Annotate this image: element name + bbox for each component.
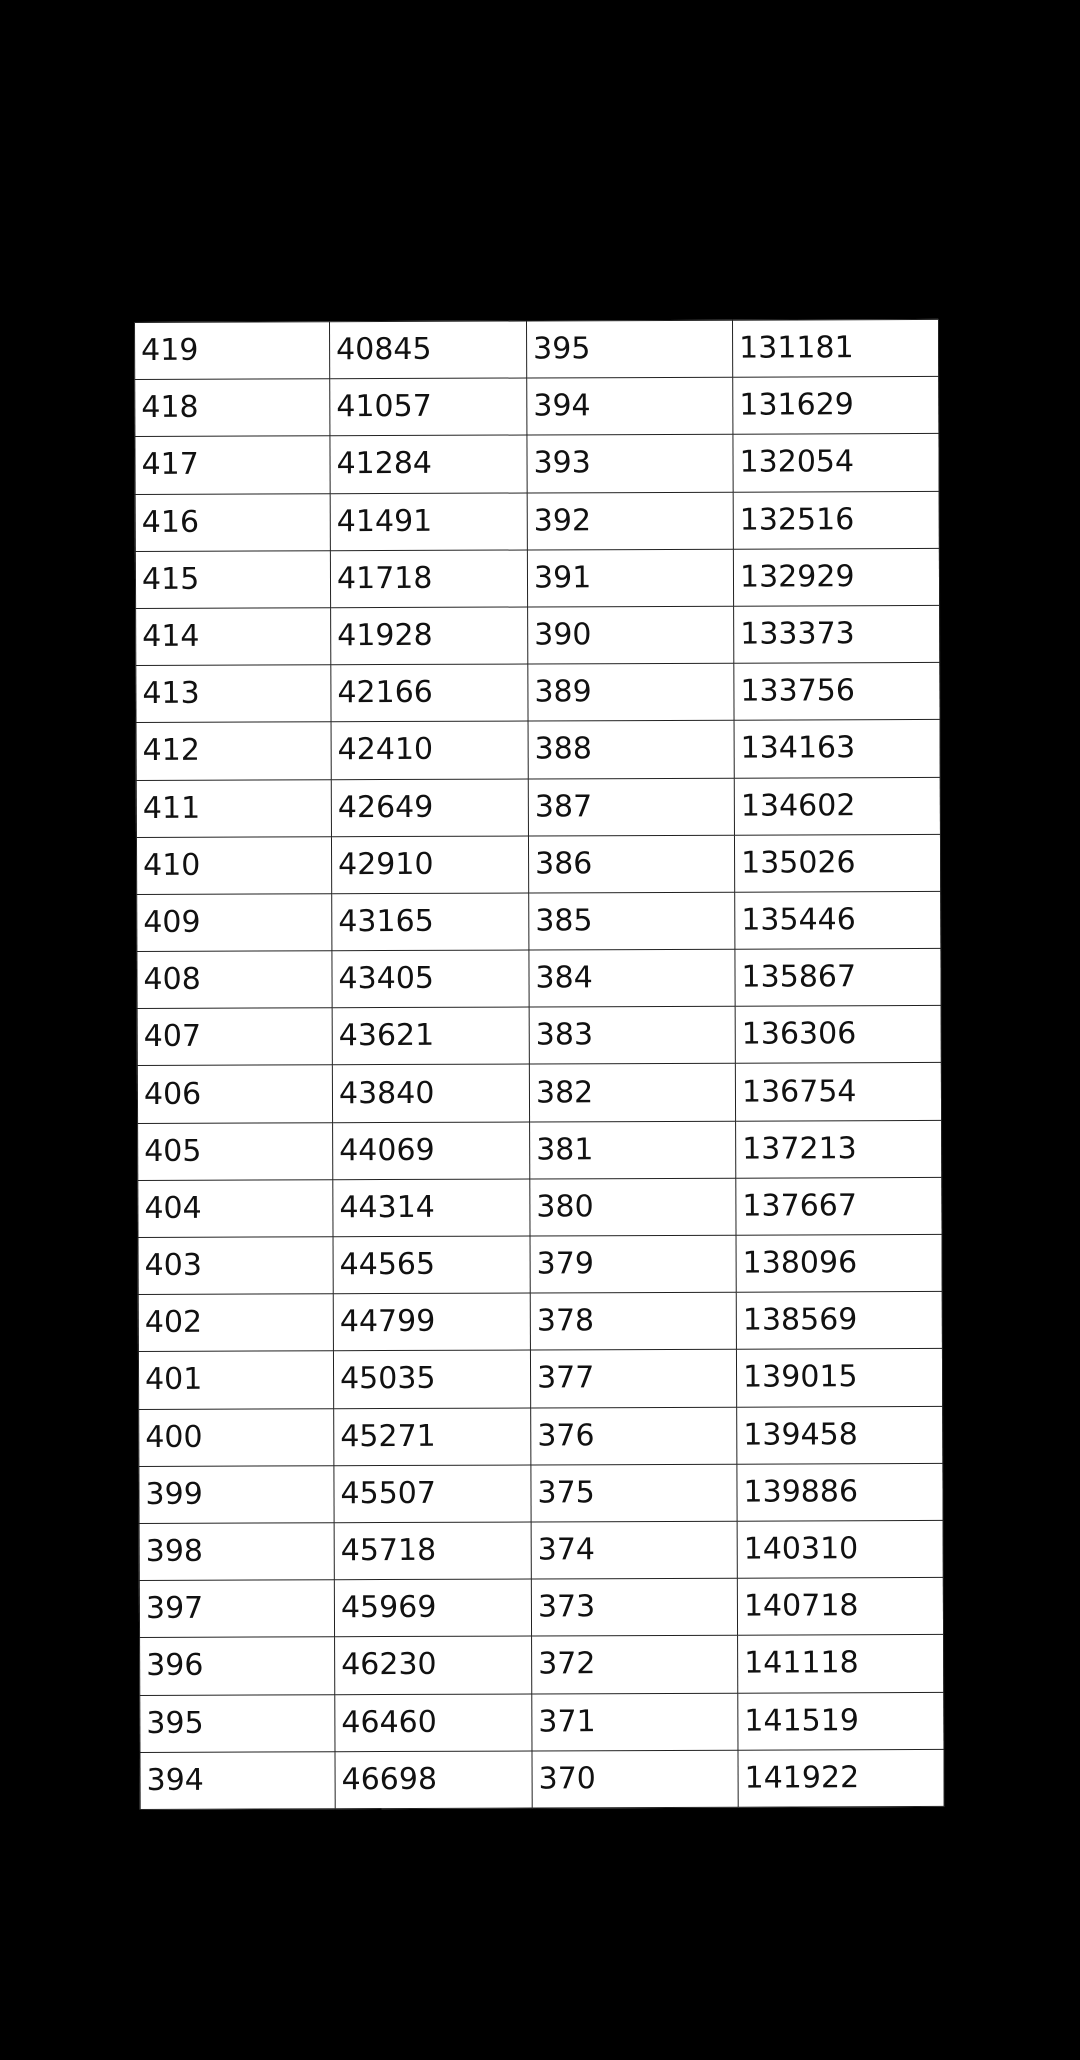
table-cell: 387 <box>528 778 734 836</box>
table-row <box>135 548 939 608</box>
table-cell: 139886 <box>737 1463 943 1521</box>
table-cell: 395 <box>140 1694 335 1752</box>
table-cell: 376 <box>531 1407 737 1465</box>
table-cell: 410 <box>136 836 331 894</box>
table-cell: 41057 <box>330 378 527 436</box>
table-cell: 393 <box>527 435 733 493</box>
table-cell: 134602 <box>734 777 940 835</box>
table-row <box>137 948 941 1008</box>
table-cell: 141118 <box>738 1635 944 1693</box>
table-cell: 373 <box>531 1578 737 1636</box>
table-cell: 379 <box>530 1235 736 1293</box>
table-row <box>137 891 941 951</box>
table-cell: 381 <box>530 1121 736 1179</box>
table-cell: 412 <box>136 722 331 780</box>
table-cell: 44314 <box>333 1179 530 1237</box>
table-body <box>135 319 945 1809</box>
table-cell: 43165 <box>332 893 529 951</box>
score-table <box>134 319 945 1810</box>
table-cell: 45718 <box>334 1522 531 1580</box>
table-cell: 135867 <box>735 948 941 1006</box>
table-cell: 135026 <box>734 834 940 892</box>
table-cell: 409 <box>137 894 332 952</box>
table-cell: 385 <box>529 892 735 950</box>
table-cell: 403 <box>138 1237 333 1295</box>
table-cell: 138569 <box>736 1292 942 1350</box>
table-row <box>140 1635 944 1695</box>
table-cell: 397 <box>139 1580 334 1638</box>
table-row <box>139 1463 943 1523</box>
table-row <box>139 1520 943 1580</box>
table-cell: 411 <box>136 779 331 837</box>
table-cell: 395 <box>526 320 732 378</box>
table-cell: 141922 <box>738 1749 944 1807</box>
table-cell: 388 <box>528 721 734 779</box>
table-cell: 44565 <box>333 1236 530 1294</box>
table-cell: 375 <box>531 1464 737 1522</box>
table-cell: 370 <box>532 1750 738 1808</box>
table-cell: 140310 <box>737 1520 943 1578</box>
table-cell: 133756 <box>734 663 940 721</box>
table-cell: 43405 <box>332 950 529 1008</box>
table-cell: 392 <box>527 492 733 550</box>
table-cell: 41718 <box>330 550 527 608</box>
table-cell: 394 <box>140 1751 335 1809</box>
table-cell: 41284 <box>330 435 527 493</box>
table-row <box>135 434 939 494</box>
table-row <box>138 1120 942 1180</box>
table-cell: 374 <box>531 1521 737 1579</box>
table-cell: 378 <box>530 1292 736 1350</box>
table-row <box>140 1692 944 1752</box>
table-cell: 42166 <box>331 664 528 722</box>
table-cell: 389 <box>528 663 734 721</box>
table-cell: 399 <box>139 1465 334 1523</box>
table-row <box>137 1063 941 1123</box>
table-row <box>136 834 940 894</box>
table-cell: 414 <box>136 608 331 666</box>
table-cell: 408 <box>137 951 332 1009</box>
table-cell: 44799 <box>333 1293 530 1351</box>
table-cell: 46230 <box>335 1636 532 1694</box>
table-cell: 45035 <box>333 1350 530 1408</box>
table-cell: 132054 <box>733 434 939 492</box>
table-row <box>138 1349 942 1409</box>
table-cell: 416 <box>135 493 330 551</box>
table-cell: 44069 <box>333 1122 530 1180</box>
table-cell: 138096 <box>736 1234 942 1292</box>
table-cell: 42910 <box>331 836 528 894</box>
table-cell: 141519 <box>738 1692 944 1750</box>
table-row <box>135 319 939 379</box>
table-cell: 405 <box>138 1122 333 1180</box>
table-row <box>138 1177 942 1237</box>
table-cell: 46698 <box>335 1751 532 1809</box>
table-row <box>135 491 939 551</box>
table-row <box>135 377 939 437</box>
table-cell: 390 <box>528 606 734 664</box>
table-cell: 45507 <box>334 1465 531 1523</box>
table-cell: 43621 <box>332 1007 529 1065</box>
table-cell: 132929 <box>733 548 939 606</box>
table-cell: 137213 <box>736 1120 942 1178</box>
table-row <box>136 663 940 723</box>
table-cell: 45969 <box>334 1579 531 1637</box>
table-row <box>140 1749 944 1809</box>
table-cell: 382 <box>529 1064 735 1122</box>
table-row <box>139 1406 943 1466</box>
table-cell: 139458 <box>737 1406 943 1464</box>
table-cell: 396 <box>140 1637 335 1695</box>
table-cell: 133373 <box>734 605 940 663</box>
table-cell: 371 <box>532 1693 738 1751</box>
table-cell: 372 <box>532 1636 738 1694</box>
table-cell: 136754 <box>735 1063 941 1121</box>
table-cell: 398 <box>139 1523 334 1581</box>
table-row <box>138 1292 942 1352</box>
table-cell: 402 <box>138 1294 333 1352</box>
table-cell: 413 <box>136 665 331 723</box>
table-cell: 131181 <box>732 319 938 377</box>
table-cell: 377 <box>530 1350 736 1408</box>
table-cell: 404 <box>138 1180 333 1238</box>
table-cell: 135446 <box>735 891 941 949</box>
table-cell: 42649 <box>331 778 528 836</box>
table-cell: 400 <box>139 1408 334 1466</box>
table-cell: 132516 <box>733 491 939 549</box>
table-cell: 401 <box>138 1351 333 1409</box>
table-cell: 41928 <box>331 607 528 665</box>
table-cell: 139015 <box>736 1349 942 1407</box>
table-cell: 43840 <box>332 1064 529 1122</box>
table-cell: 131629 <box>733 377 939 435</box>
table-cell: 46460 <box>335 1693 532 1751</box>
table-cell: 384 <box>529 949 735 1007</box>
table-cell: 380 <box>530 1178 736 1236</box>
table-cell: 386 <box>528 835 734 893</box>
table-cell: 136306 <box>735 1006 941 1064</box>
table-row <box>137 1006 941 1066</box>
table-cell: 45271 <box>334 1408 531 1466</box>
table-row <box>136 605 940 665</box>
document-sheet <box>134 319 944 1810</box>
table-cell: 418 <box>135 379 330 437</box>
table-row <box>139 1578 943 1638</box>
table-cell: 41491 <box>330 493 527 551</box>
table-cell: 419 <box>135 322 330 380</box>
table-cell: 417 <box>135 436 330 494</box>
table-row <box>138 1234 942 1294</box>
table-cell: 140718 <box>737 1578 943 1636</box>
table-row <box>136 777 940 837</box>
table-cell: 383 <box>529 1006 735 1064</box>
table-cell: 40845 <box>330 321 527 379</box>
table-cell: 391 <box>527 549 733 607</box>
table-cell: 134163 <box>734 720 940 778</box>
table-cell: 137667 <box>736 1177 942 1235</box>
table-cell: 407 <box>137 1008 332 1066</box>
table-cell: 415 <box>135 550 330 608</box>
table-cell: 406 <box>137 1065 332 1123</box>
table-row <box>136 720 940 780</box>
table-cell: 42410 <box>331 721 528 779</box>
table-cell: 394 <box>527 377 733 435</box>
